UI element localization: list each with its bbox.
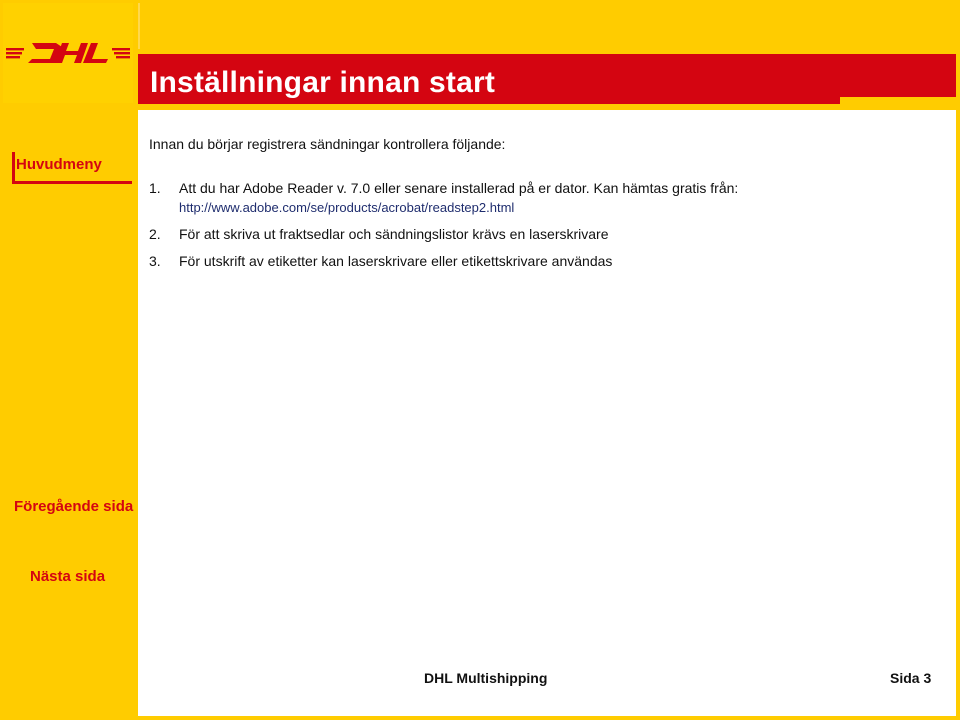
content-panel [138,110,956,716]
list-item-number: 1. [149,180,161,196]
list-item-number: 3. [149,253,161,269]
next-page-link[interactable]: Nästa sida [30,568,106,585]
page-title: Inställningar innan start [150,66,496,99]
list-item-text: För att skriva ut fraktsedlar och sändningslistor krävs en laserskrivare [179,226,609,242]
adobe-link[interactable]: http://www.adobe.com/se/products/acrobat/readstep2.html [179,200,515,215]
list-item [149,253,612,269]
main-menu-link[interactable]: Huvudmeny [16,156,102,173]
top-strip [138,3,958,49]
title-notch [840,97,960,107]
list-item-text: Att du har Adobe Reader v. 7.0 eller senare installerad på er dator. Kan hämtas gratis från: [179,180,739,196]
previous-page-link[interactable]: Föregående sida [14,498,134,515]
list-item-number: 2. [149,226,161,242]
footer-app-name: DHL Multishipping [424,670,548,686]
list-item [149,180,738,196]
dhl-logo-icon [6,39,130,67]
intro-text: Innan du börjar registrera sändningar kontrollera följande: [149,136,506,152]
list-item-text: För utskrift av etiketter kan laserskrivare eller etikettskrivare användas [179,253,613,269]
list-item [149,226,609,242]
footer-page-number: Sida 3 [890,670,932,686]
sidebar [0,0,135,720]
logo-area [3,3,133,103]
title-bar [138,54,956,104]
